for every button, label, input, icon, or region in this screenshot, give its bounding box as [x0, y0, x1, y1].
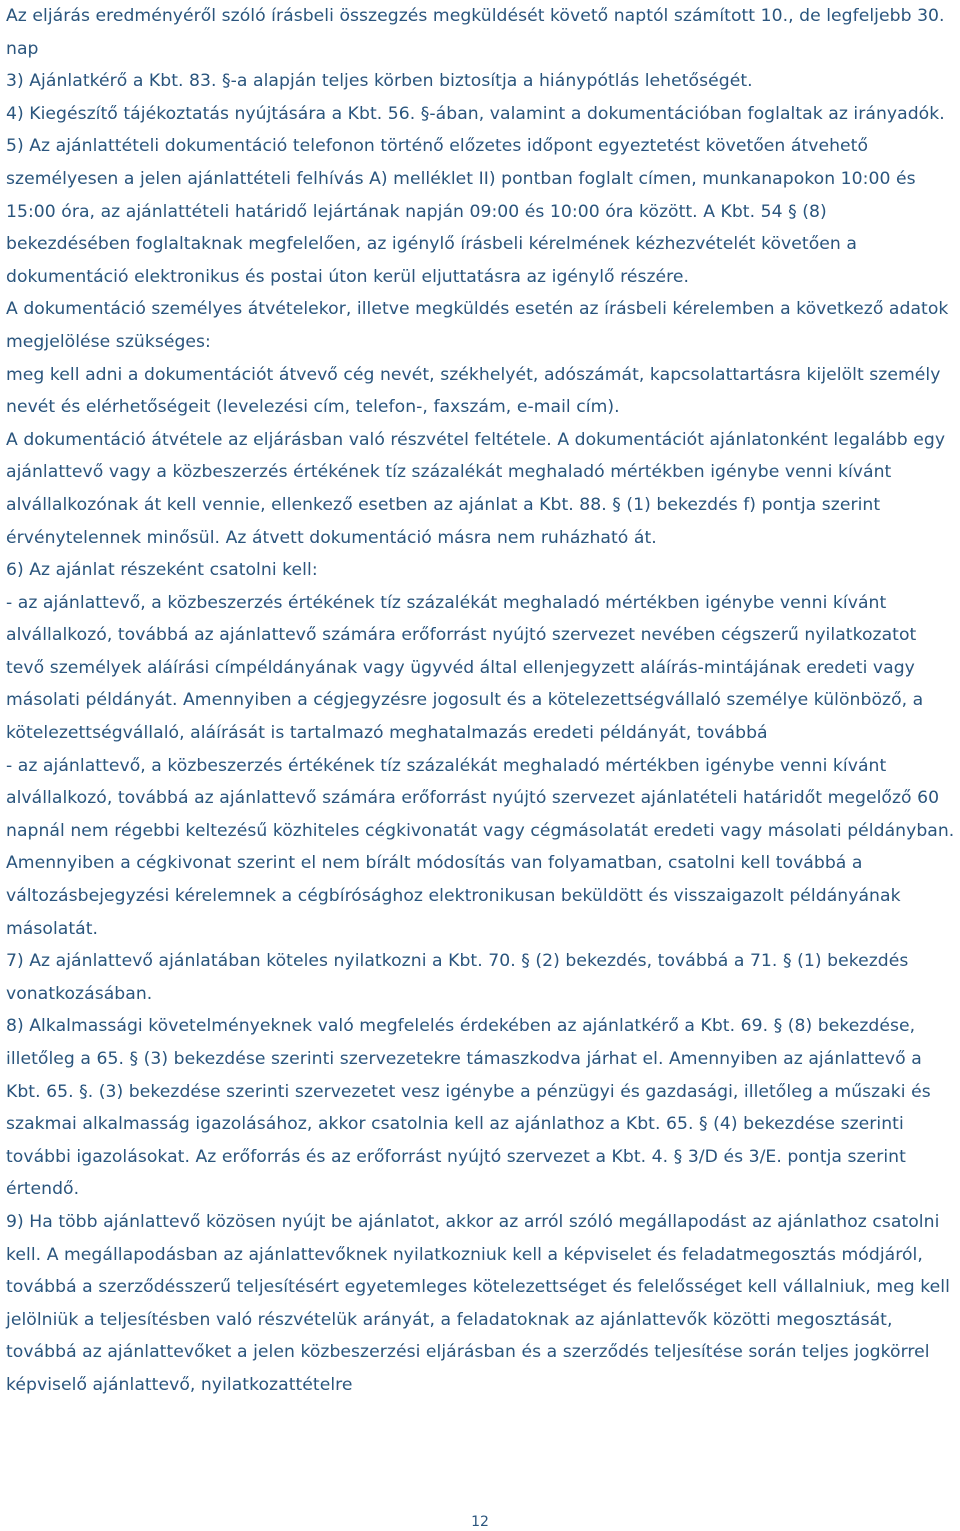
paragraph-6-csatolni-kell: 6) Az ajánlat részeként csatolni kell: — [6, 560, 318, 581]
paragraph-4-kiegeszito-tajekoztatas: 4) Kiegészítő tájékoztatás nyújtására a Kbt. 56. §-ában, valamint a dokumentációban foglaltak az irányadók. — [6, 103, 945, 124]
paragraph-adatok-megadasa: meg kell adni a dokumentációt átvevő cég nevét, székhelyét, adószámát, kapcsolattartásra kijelölt személy nevét és elérhetőségeit (levelezési cím, telefon-, faxszám, e-mail cím). — [6, 364, 941, 418]
paragraph-alairasi-cimpeldany: - az ajánlattevő, a közbeszerzés értékének tíz százalékát meghaladó mértékben igénybe venni kívánt alvállalkozó, továbbá az ajánlattevő számára erőforrást nyújtó szervezet nevében cégszerű nyilatkozatot tevő személyek aláírási címpéldányának vagy ügyvéd által ellenjegyzett aláírás-mintájának eredeti vagy másolati példányát. Amennyiben a cégjegyzésre jogosult és a kötelezettségvállaló személye különböző, a kötelezettségvállaló, aláírását is tartalmazó meghatalmazás eredeti példányát, továbbá — [6, 592, 924, 744]
paragraph-9-kozos-ajanlat: 9) Ha több ajánlattevő közösen nyújt be ajánlatot, akkor az arról szóló megállapodást az ajánlathoz csatolni kell. A megállapodásban az ajánlattevőknek nyilatkozniuk kell a képviselet és feladatmegosztás módjáról, továbbá a szerződésszerű teljesítésért egyetemleges kötelezettséget és felelősséget kell vállalniuk, meg kell jelölniük a teljesítésben való részvételük arányát, a feladatoknak az ajánlattevők közötti megosztását, továbbá az ajánlattevőket a jelen közbeszerzési eljárásban és a szerződés teljesítése során teljes jogkörrel képviselő ajánlattevő, nyilatkozattételre — [6, 1211, 950, 1395]
document-body — [6, 0, 956, 1402]
paragraph-szemelyes-atvetel: A dokumentáció személyes átvételekor, illetve megküldés esetén az írásbeli kérelemben a következő adatok megjelölése szükséges: — [6, 299, 949, 352]
paragraph-3-hianypotlas: 3) Ajánlatkérő a Kbt. 83. §-a alapján teljes körben biztosítja a hiánypótlás lehetőségét. — [6, 71, 753, 92]
paragraph-result-deadline: Az eljárás eredményéről szóló írásbeli összegzés megküldését követő naptól számított 10., de legfeljebb 30. nap — [6, 6, 945, 59]
paragraph-7-nyilatkozat: 7) Az ajánlattevő ajánlatában köteles nyilatkozni a Kbt. 70. § (2) bekezdés, továbbá a 71. § (1) bekezdés vonatkozásában. — [6, 951, 909, 1004]
page-number: 12 — [471, 1514, 489, 1530]
paragraph-8-alkalmassag: 8) Alkalmassági követelményeknek való megfelelés érdekében az ajánlatkérő a Kbt. 69. § (8) bekezdése, illetőleg a 65. § (3) bekezdése szerinti szervezetekre támaszkodva járhat el. Amennyiben az ajánlattevő a Kbt. 65. §. (3) bekezdése szerinti szervezetet vesz igénybe a pénzügyi és gazdasági, illetőleg a műszaki és szakmai alkalmasság igazolásához, akkor csatolnia kell az ajánlathoz a Kbt. 65. § (4) bekezdése szerinti további igazolásokat. Az erőforrás és az erőforrást nyújtó szervezet a Kbt. 4. § 3/D és 3/E. pontja szerint értendő. — [6, 1016, 931, 1200]
paragraph-cegkivonat: - az ajánlattevő, a közbeszerzés értékének tíz százalékát meghaladó mértékben igénybe venni kívánt alvállalkozó, továbbá az ajánlattevő számára erőforrást nyújtó szervezet ajánlatételi határidőt megelőző 60 napnál nem régebbi keltezésű közhiteles cégkivonatát vagy cégmásolatát eredeti vagy másolati példányban. Amennyiben a cégkivonat szerint el nem bírált módosítás van folyamatban, csatolni kell továbbá a változásbejegyzési kérelemnek a cégbírósághoz elektronikusan beküldött és visszaigazolt példányának másolatát. — [6, 755, 955, 939]
paragraph-atvetel-feltetele: A dokumentáció átvétele az eljárásban való részvétel feltétele. A dokumentációt ajánlatonként legalább egy ajánlattevő vagy a közbeszerzés értékének tíz százalékát meghaladó mértékben igénybe venni kívánt alvállalkozónak át kell vennie, ellenkező esetben az ajánlat a Kbt. 88. § (1) bekezdés f) pontja szerint érvénytelennek minősül. Az átvett dokumentáció másra nem ruházható át. — [6, 429, 946, 548]
paragraph-5-dokumentacio-atvetel: 5) Az ajánlattételi dokumentáció telefonon történő előzetes időpont egyeztetést követően átvehető személyesen a jelen ajánlattételi felhívás A) melléklet II) pontban foglalt címen, munkanapokon 10:00 és 15:00 óra, az ajánlattételi határidő lejártának napján 09:00 és 10:00 óra között. A Kbt. 54 § (8) bekezdésében foglaltaknak megfelelően, az igénylő írásbeli kérelmének kézhezvételét követően a dokumentáció elektronikus és postai úton kerül eljuttatásra az igénylő részére. — [6, 136, 916, 287]
